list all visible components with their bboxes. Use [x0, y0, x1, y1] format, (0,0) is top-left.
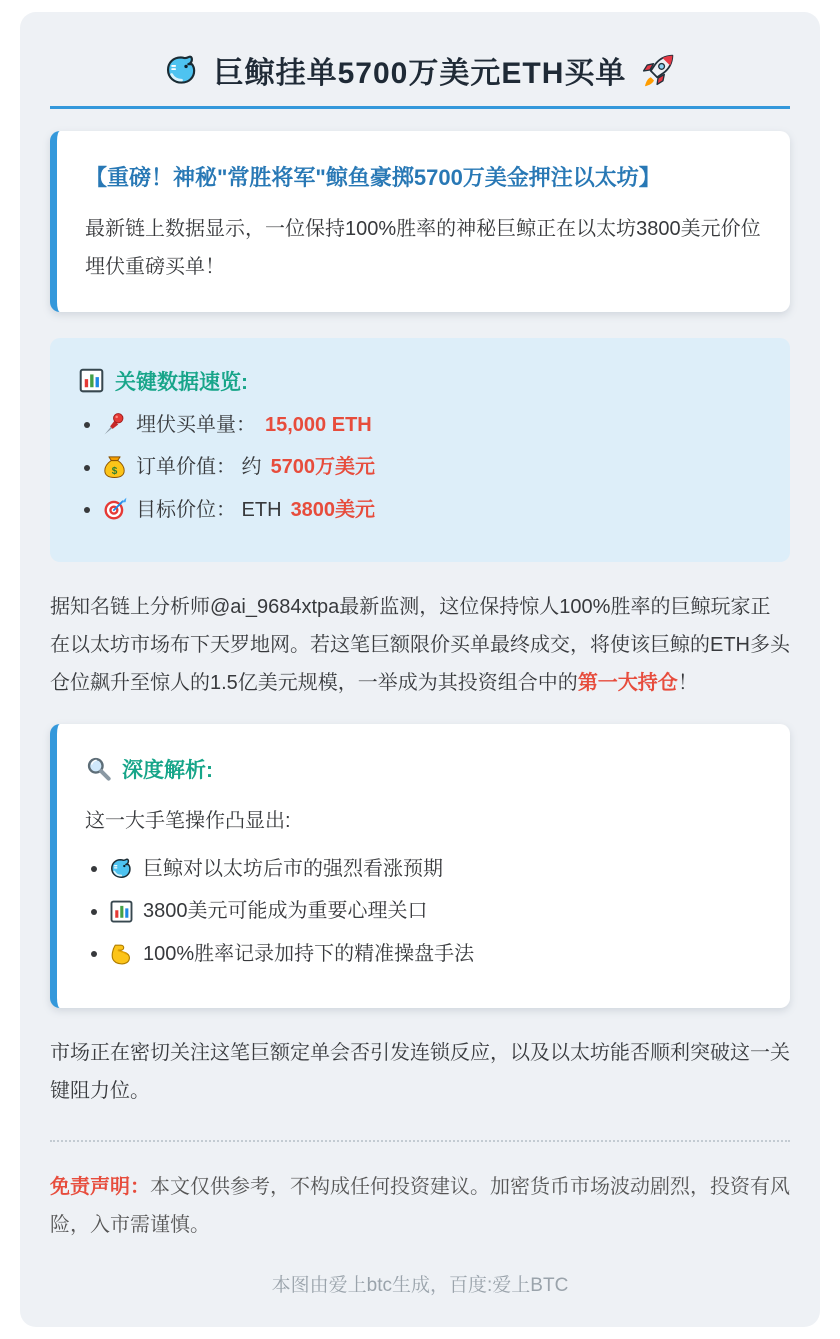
list-item [102, 410, 762, 439]
list-item [109, 939, 762, 968]
item-text: • 100%胜率记录加持下的精准操盘手法 [143, 943, 475, 966]
rocket-icon [640, 52, 676, 88]
key-data-list [78, 410, 762, 524]
item-value: 5700万美元 [270, 456, 376, 479]
footer-note: 本图由爱上btc生成，百度:爱上BTC [271, 1275, 569, 1297]
biceps-icon [109, 942, 134, 967]
analysis-text-before: 据知名链上分析师@ai_9684xtpa最新监测，这位保持惊人100%胜率的巨鲸玩家正在以太坊市场布下天罗地网。若这笔巨额限价买单最终成交，将使该巨鲸的ETH多头仓位飙升至惊人的1.5亿美元规模，一举成为其投资组合中的 [50, 595, 790, 694]
target-icon [102, 497, 127, 522]
whale-icon [109, 856, 134, 881]
insight-heading [85, 754, 762, 784]
list-item [109, 854, 762, 883]
item-text: • 3800美元可能成为重要心理关口 [143, 900, 428, 923]
insight-heading-text: 深度解析: [122, 758, 213, 782]
disclaimer [50, 1168, 790, 1244]
item-label: • 目标价位： ETH [136, 498, 282, 521]
magnifier-icon [85, 755, 112, 782]
insight-callout [50, 724, 790, 1008]
insight-list [85, 854, 762, 968]
closing-paragraph: 市场正在密切关注这笔巨额定单会否引发连锁反应，以及以太坊能否顺利突破这一关键阻力位。 [50, 1042, 790, 1103]
list-item [102, 495, 762, 524]
dotted-divider [50, 1140, 790, 1142]
item-text: • 巨鲸对以太坊后市的强烈看涨预期 [143, 857, 443, 880]
analysis-highlight: 第一大持仓 [577, 671, 678, 694]
title-section [50, 48, 790, 109]
analysis-paragraph [50, 588, 790, 702]
page-title [50, 48, 790, 92]
pushpin-icon [102, 412, 127, 437]
analysis-text-after: ！ [677, 671, 698, 694]
moneybag-icon [102, 455, 127, 480]
disclaimer-text: 本文仅供参考，不构成任何投资建议。加密货币市场波动剧烈，投资有风险，入市需谨慎。 [50, 1176, 790, 1237]
bar-chart-icon [109, 899, 134, 924]
list-item [102, 453, 762, 482]
key-data-heading-text: 关键数据速览: [115, 370, 248, 394]
bar-chart-icon [78, 367, 105, 394]
headline-callout [50, 131, 790, 312]
svg-text:$: • $ [111, 465, 118, 477]
whale-icon [164, 52, 200, 88]
headline-heading: 【重磅！神秘"常胜将军"鲸鱼豪掷5700万美金押注以太坊】 [85, 165, 661, 190]
item-label: 订单价值： 约 [136, 456, 262, 479]
headline-body: 最新链上数据显示，一位保持100%胜率的神秘巨鲸正在以太坊3800美元价位埋伏重磅买单！ [85, 217, 761, 278]
list-item [109, 897, 762, 926]
item-value: 3800美元 [290, 498, 376, 521]
disclaimer-label: 免责声明： [50, 1176, 150, 1199]
insight-intro: 这一大手笔操作凸显出: [85, 809, 291, 832]
article-card [20, 12, 820, 1327]
key-data-heading [78, 366, 762, 396]
page-title-text: 巨鲸挂单5700万美元ETH买单 [213, 57, 627, 90]
item-value: 15,000 ETH [265, 413, 372, 436]
key-data-box [50, 338, 790, 562]
item-label: • 埋伏买单量： [136, 413, 256, 436]
